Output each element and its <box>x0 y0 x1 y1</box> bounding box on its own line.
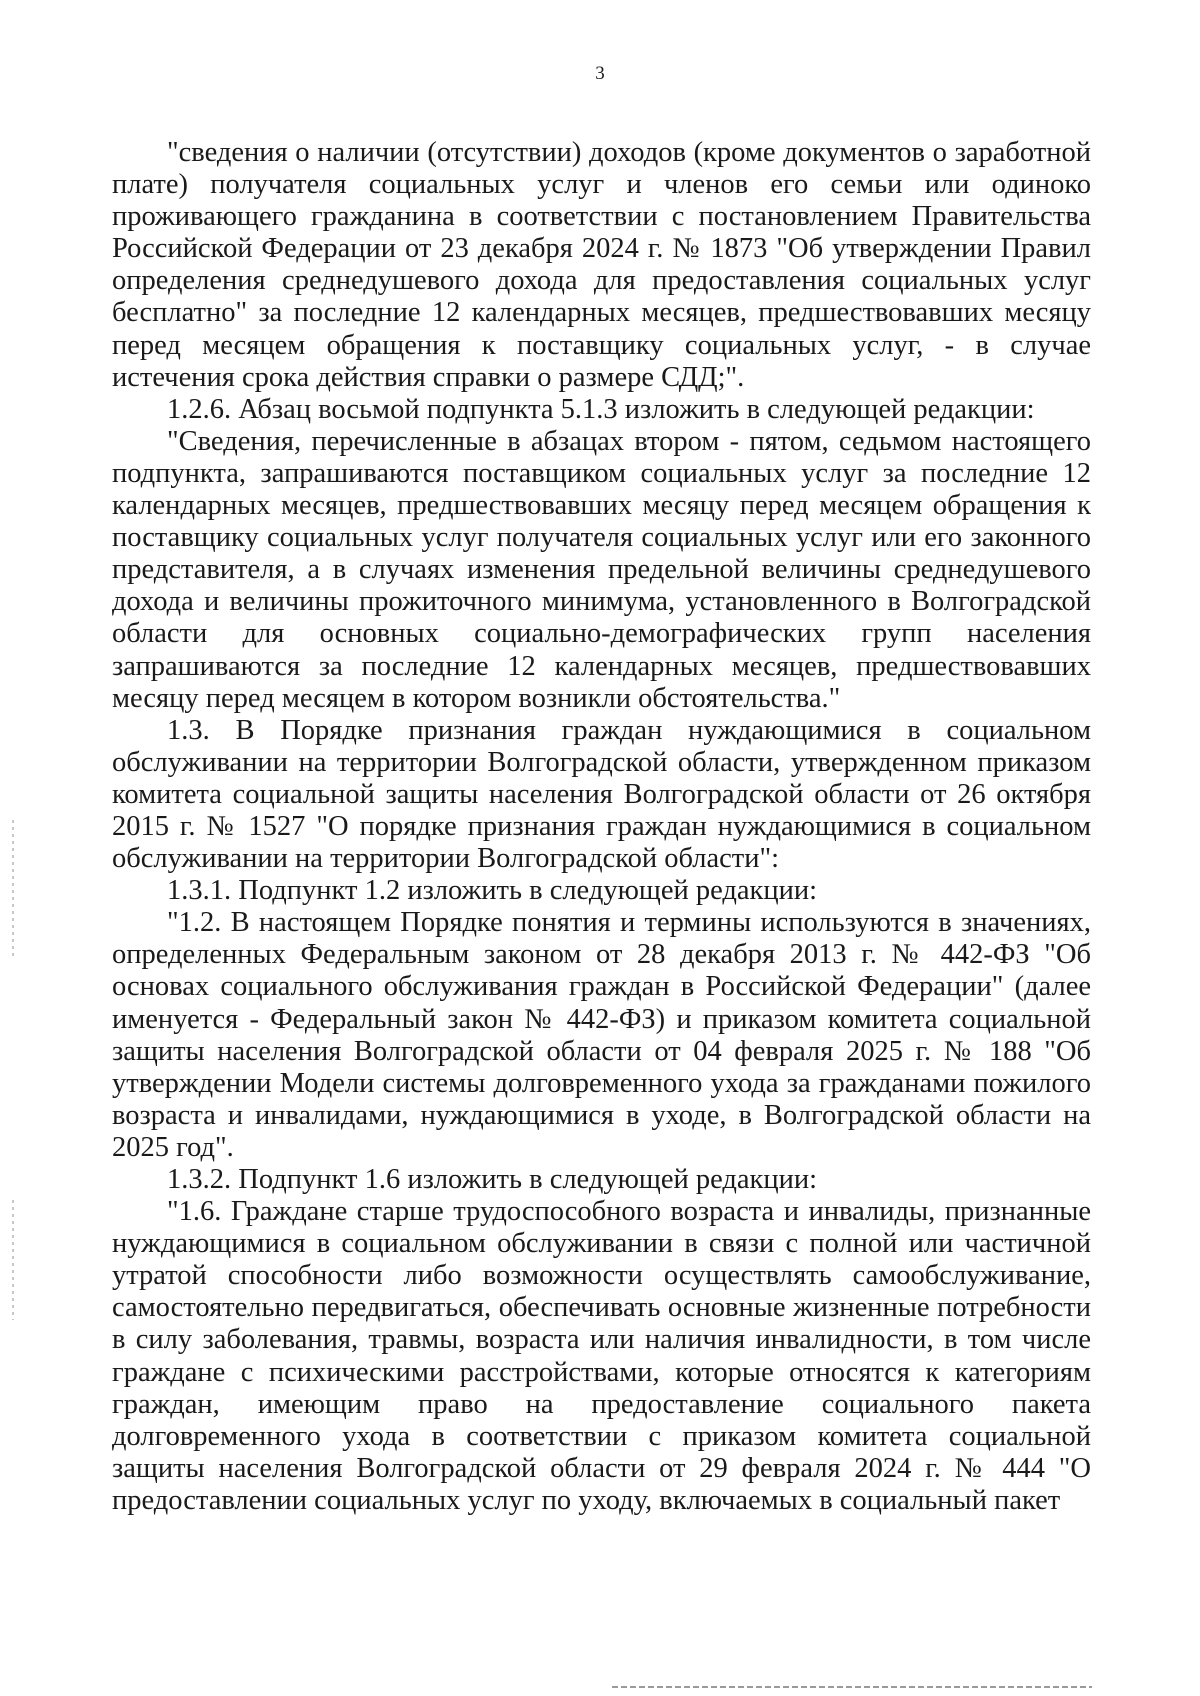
page-number: 3 <box>595 63 605 84</box>
paragraph-1-6-citizens: "1.6. Граждане старше трудоспособного возраста и инвалиды, признанные нуждающимися в социальном обслуживании в связи с полной или частичной утратой способности либо возможности осуществлять самообслуживание, самостоятельно передвигаться, обеспечивать основные жизненные потребности в силу заболевания, травмы, возраста или наличия инвалидности, в том числе граждане с психическими расстройствами, которые относятся к категориям граждан, имеющим право на предоставление социального пакета долговременного ухода в соответствии с приказом комитета социальной защиты населения Волгоградской области от 29 февраля 2024 г. № 444 "О предоставлении социальных услуг по уходу, включаемых в социальный пакет <box>112 1196 1091 1516</box>
paragraph-1-2-6: 1.2.6. Абзац восьмой подпункта 5.1.3 изложить в следующей редакции: <box>167 393 1035 425</box>
document-body <box>112 137 1091 1517</box>
scan-edge-mark <box>12 1200 14 1320</box>
paragraph-information-list: "Сведения, перечисленные в абзацах втором - пятом, седьмом настоящего подпункта, запрашиваются поставщиком социальных услуг за последние 12 календарных месяцев, предшествовавших месяцу перед месяцем обращения к поставщику социальных услуг получателя социальных услуг или его законного представителя, а в случаях изменения предельной величины среднедушевого дохода и величины прожиточного минимума, установленного в Волгоградской области для основных социально-демографических групп населения запрашиваются за последние 12 календарных месяцев, предшествовавших месяцу перед месяцем в котором возникли обстоятельства." <box>112 425 1091 714</box>
paragraph-1-2-terms: "1.2. В настоящем Порядке понятия и термины используются в значениях, определенных Федеральным законом от 28 декабря 2013 г. № 442-ФЗ "Об основах социального обслуживания граждан в Российской Федерации" (далее именуется - Федеральный закон № 442-ФЗ) и приказом комитета социальной защиты населения Волгоградской области от 04 февраля 2025 г. № 188 "Об утверждении Модели системы долговременного ухода за гражданами пожилого возраста и инвалидами, нуждающимися в уходе, в Волгоградской области на 2025 год". <box>112 907 1091 1163</box>
scan-edge-mark <box>12 820 14 960</box>
paragraph-1-3: 1.3. В Порядке признания граждан нуждающимися в социальном обслуживании на территории Волгоградской области, утвержденном приказом комитета социальной защиты населения Волгоградской области от 26 октября 2015 г. № 1527 "О порядке признания граждан нуждающимися в социальном обслуживании на территории Волгоградской области": <box>112 714 1091 875</box>
paragraph-1-3-2: 1.3.2. Подпункт 1.6 изложить в следующей редакции: <box>167 1164 818 1195</box>
scan-artifact-line <box>612 1686 1092 1688</box>
paragraph-1-3-1: 1.3.1. Подпункт 1.2 изложить в следующей редакции: <box>167 875 818 907</box>
paragraph-income-info: "сведения о наличии (отсутствии) доходов (кроме документов о заработной плате) получателя социальных услуг и членов его семьи или одиноко проживающего гражданина в соответствии с постановлением Правительства Российской Федерации от 23 декабря 2024 г. № 1873 "Об утверждении Правил определения среднедушевого дохода для предоставления социальных услуг бесплатно" за последние 12 календарных месяцев, предшествовавших месяцу перед месяцем обращения к поставщику социальных услуг, - в случае истечения срока действия справки о размере СДД;". <box>112 137 1091 393</box>
